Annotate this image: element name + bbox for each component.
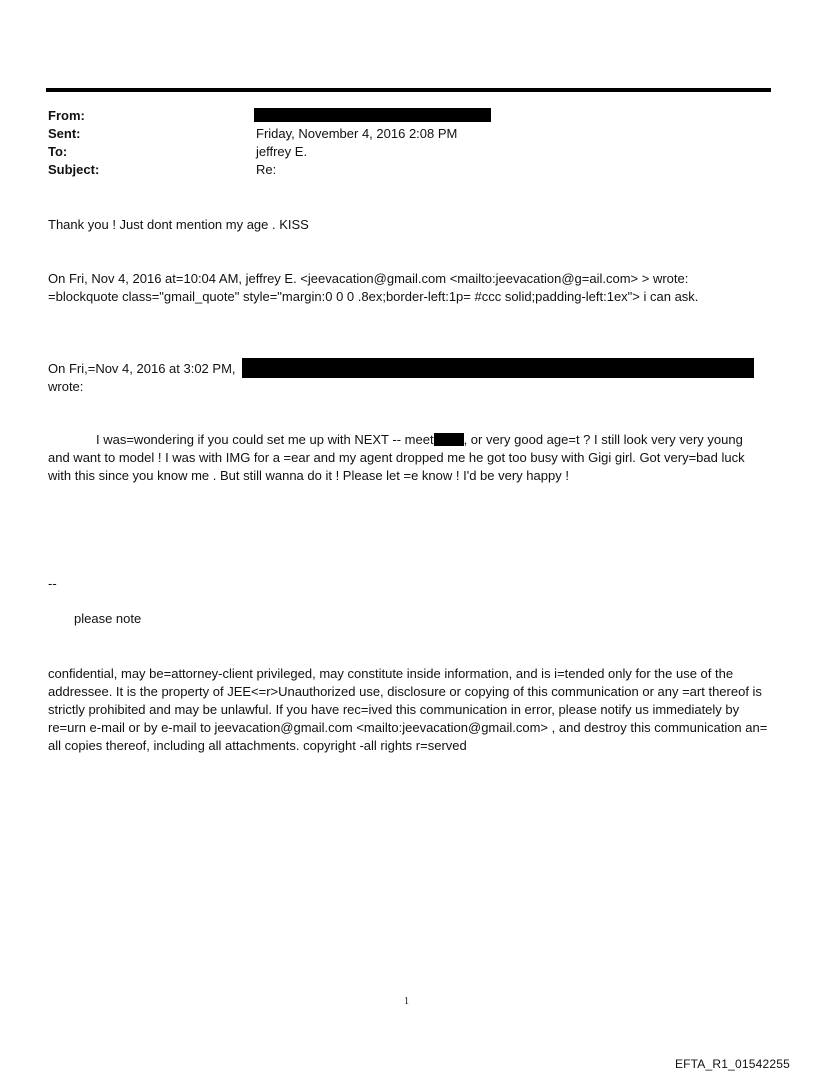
reply-text: Thank you ! Just dont mention my age . KISS [48, 217, 309, 232]
to-label: To: [48, 144, 68, 159]
from-redaction [254, 108, 491, 122]
sender-redaction [242, 358, 754, 378]
quote1-line1: On Fri, Nov 4, 2016 at=10:04 AM, jeffrey E. <jeevacation@gmail.com <mailto:jeevacation@g=ail.com> > wrote: [48, 271, 689, 286]
quoted-message-part2: , or very good age=t ? I still look very very young and want to model ! I was with IMG for a =ear and my agent dropped me he got too busy with Gigi girl. Got very=bad luck with this since you know me . But still wanna do it ! Please let =e know ! I'd be very happy ! [48, 432, 745, 483]
subject-label: Subject: [48, 162, 100, 177]
quoted-message [48, 431, 768, 485]
quote1-line2: =blockquote class="gmail_quote" style="margin:0 0 0 .8ex;border-left:1p= #ccc solid;padding-left:1ex"> i can ask. [48, 289, 699, 304]
header-rule [46, 88, 771, 92]
bates-number: EFTA_R1_01542255 [674, 1057, 790, 1071]
from-label: From: [48, 108, 85, 123]
disclaimer-text: confidential, may be=attorney-client privileged, may constitute inside information, and is i=tended only for the use of the addressee. It is the property of JEE<=r>Unauthorized use, disclosure or copying of this communication or any =art thereof is strictly prohibited and may be unlawful. If you have rec=ived this communication in error, please notify us immediately by re=urn e-mail or by e-mail to jeevacation@gmail.com <mailto:jeevacation@gmail.com> , and destroy this communication an= all copies thereof, including all attachments. copyright -all rights r=served [48, 666, 768, 753]
sent-value: Friday, November 4, 2016 2:08 PM [256, 126, 458, 141]
signature-dash: -- [48, 576, 57, 591]
name-redaction [434, 433, 464, 446]
page-number: 1 [404, 996, 409, 1007]
quoted-message-part1: I was=wondering if you could set me up with NEXT -- meet [96, 432, 434, 447]
quote2-line2: wrote: [48, 379, 84, 394]
sent-label: Sent: [48, 126, 81, 141]
to-value: jeffrey E. [256, 144, 308, 159]
quote2-line1: On Fri,=Nov 4, 2016 at 3:02 PM, [48, 361, 236, 376]
please-note: please note [74, 611, 142, 626]
subject-value: Re: [256, 162, 277, 177]
